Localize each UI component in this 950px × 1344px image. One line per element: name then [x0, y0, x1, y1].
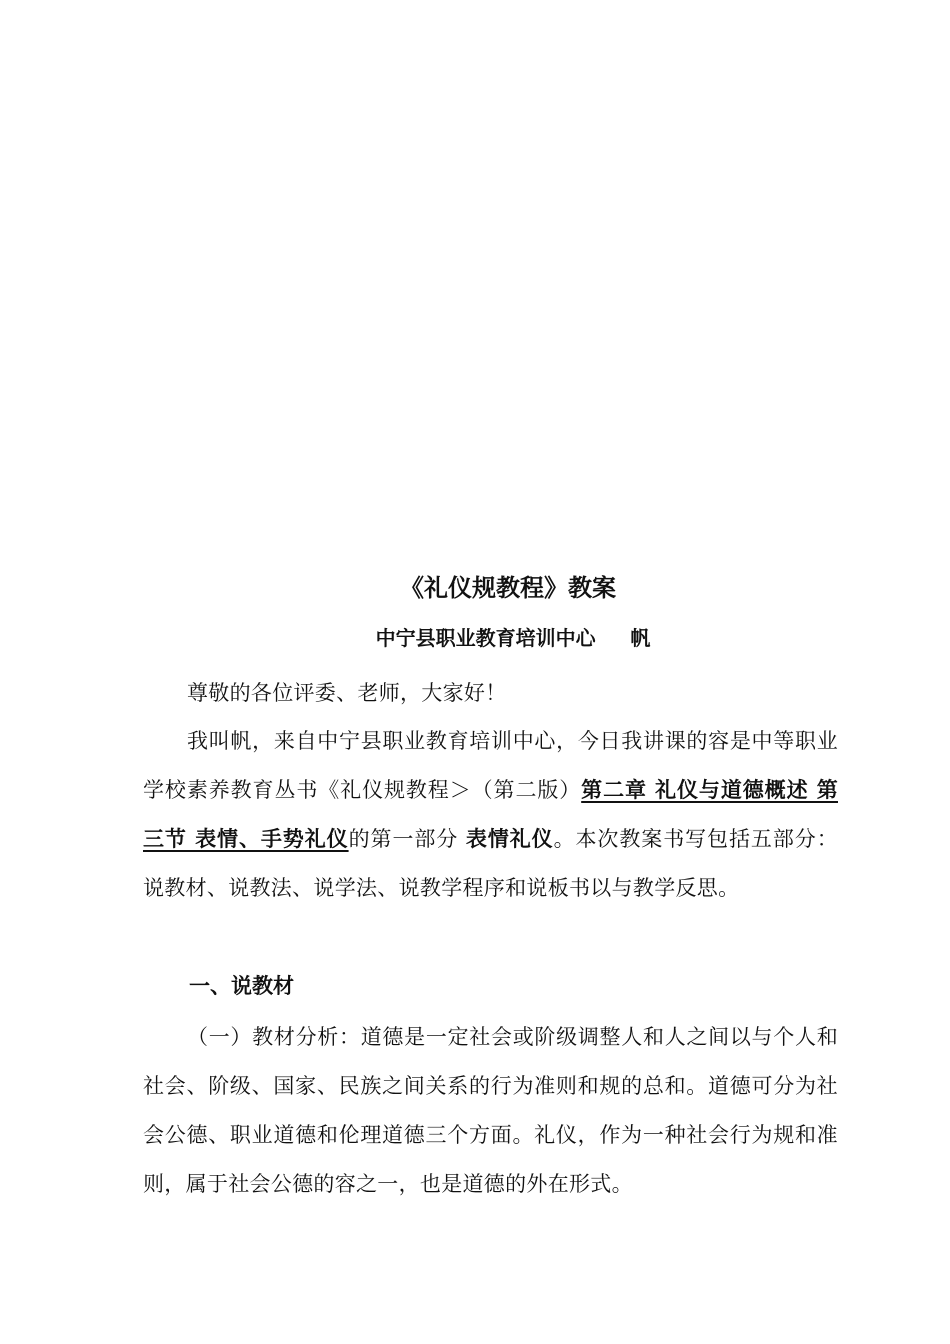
document-title: 《礼仪规教程》教案	[400, 574, 616, 602]
intro-part3: 。本次教案书写包括五部分：说教材、说教法、说学法、说教学程序和说板书以与教学反思。	[143, 827, 838, 900]
analysis-text: （一）教材分析：道德是一定社会或阶级调整人和人之间以与个人和社会、阶级、国家、民族之间关系的行为准则和规的总和。道德可分为社会公德、职业道德和伦理道德三个方面。礼仪，作为一种社会行为规和准则，属于社会公德的容之一，也是道德的外在形式。	[143, 1025, 838, 1196]
greeting-text: 尊敬的各位评委、老师，大家好！	[187, 681, 507, 705]
section-heading-textbook: 一、说教材	[189, 974, 294, 998]
intro-text	[143, 717, 838, 913]
lesson-topic: 表情礼仪	[465, 827, 554, 851]
intro-part1: 我叫帆，来自中宁县职业教育培训中心，今日我讲课的容是中等职业学校素养教育丛书《礼仪规教程＞（第二版）	[143, 729, 838, 802]
analysis-paragraph	[143, 1013, 838, 1209]
intro-paragraph	[143, 717, 838, 913]
author-line: 中宁县职业教育培训中心 帆	[375, 626, 651, 650]
chapter-reference: 第二章 礼仪与道德概述 第三节 表情、手势礼仪	[143, 778, 838, 851]
greeting-paragraph	[143, 669, 838, 718]
intro-part2: 的第一部分	[348, 827, 466, 851]
